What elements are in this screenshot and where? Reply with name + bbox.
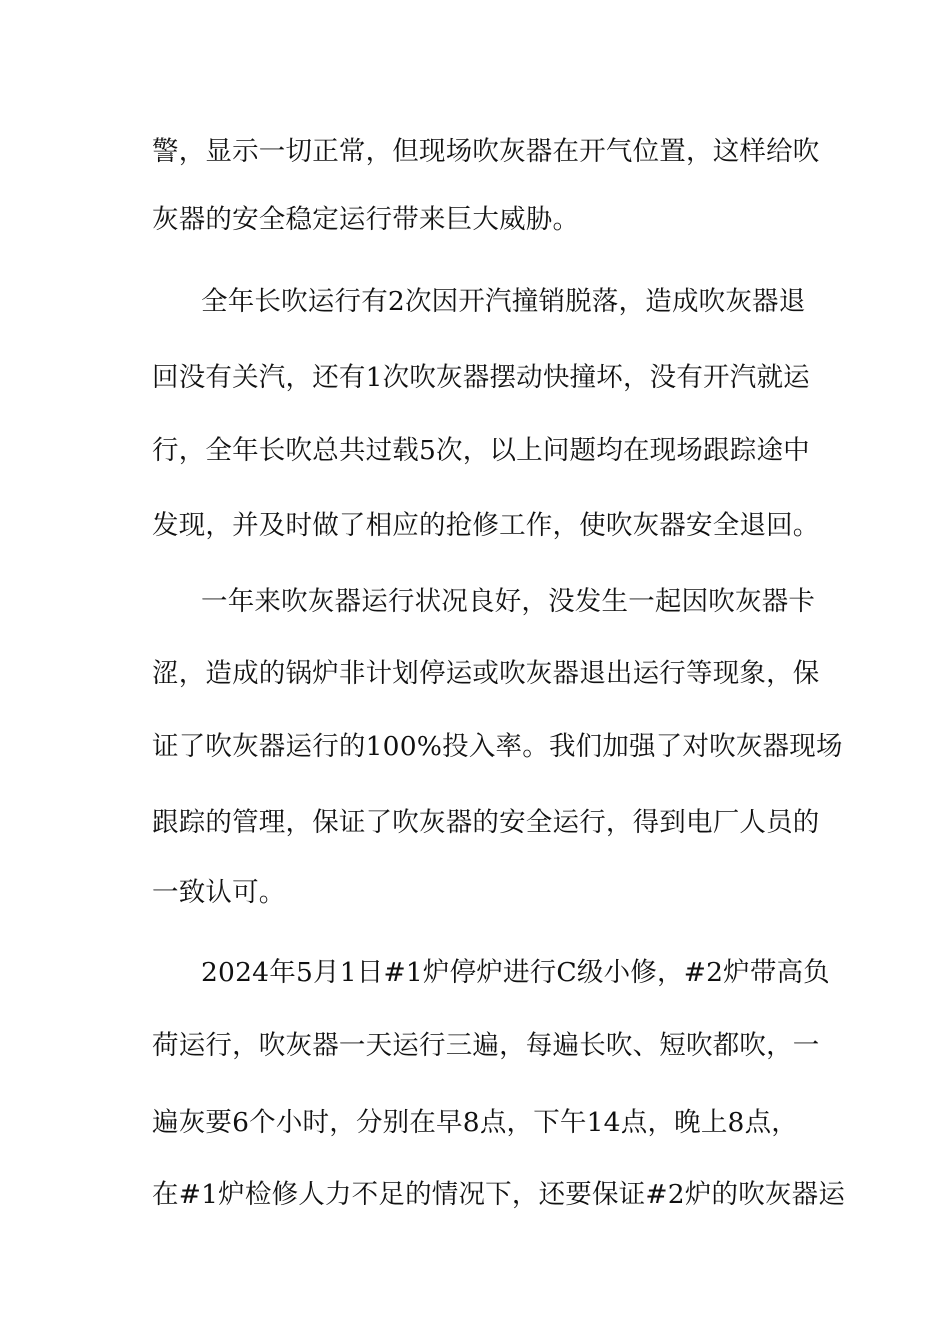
paragraph-start-line-3: 全年长吹运行有2次因开汽撞销脱落，造成吹灰器退 xyxy=(201,286,806,317)
text-line-2: 灰器的安全稳定运行带来巨大威胁。 xyxy=(152,204,580,235)
text-line-8: 涩，造成的锅炉非计划停运或吹灰器退出运行等现象，保 xyxy=(152,658,820,689)
text-line-1: 警，显示一切正常，但现场吹灰器在开气位置，这样给吹 xyxy=(152,136,820,167)
paragraph-start-line-7: 一年来吹灰器运行状况良好，没发生一起因吹灰器卡 xyxy=(201,586,816,617)
text-line-10: 跟踪的管理，保证了吹灰器的安全运行，得到电厂人员的 xyxy=(152,807,820,838)
text-line-11: 一致认可。 xyxy=(152,877,286,908)
text-line-13: 荷运行，吹灰器一天运行三遍，每遍长吹、短吹都吹，一 xyxy=(152,1030,820,1061)
paragraph-start-line-12: 2024年5月1日#1炉停炉进行C级小修，#2炉带高负 xyxy=(201,957,830,988)
text-line-4: 回没有关汽，还有1次吹灰器摆动快撞坏，没有开汽就运 xyxy=(152,362,810,393)
text-line-14: 遍灰要6个小时，分别在早8点，下午14点，晚上8点， xyxy=(152,1107,799,1138)
text-line-9: 证了吹灰器运行的100%投入率。我们加强了对吹灰器现场 xyxy=(152,731,843,762)
text-line-15: 在#1炉检修人力不足的情况下，还要保证#2炉的吹灰器运 xyxy=(152,1179,846,1210)
text-line-5: 行，全年长吹总共过载5次，以上问题均在现场跟踪途中 xyxy=(152,435,810,466)
text-line-6: 发现，并及时做了相应的抢修工作，使吹灰器安全退回。 xyxy=(152,510,820,541)
